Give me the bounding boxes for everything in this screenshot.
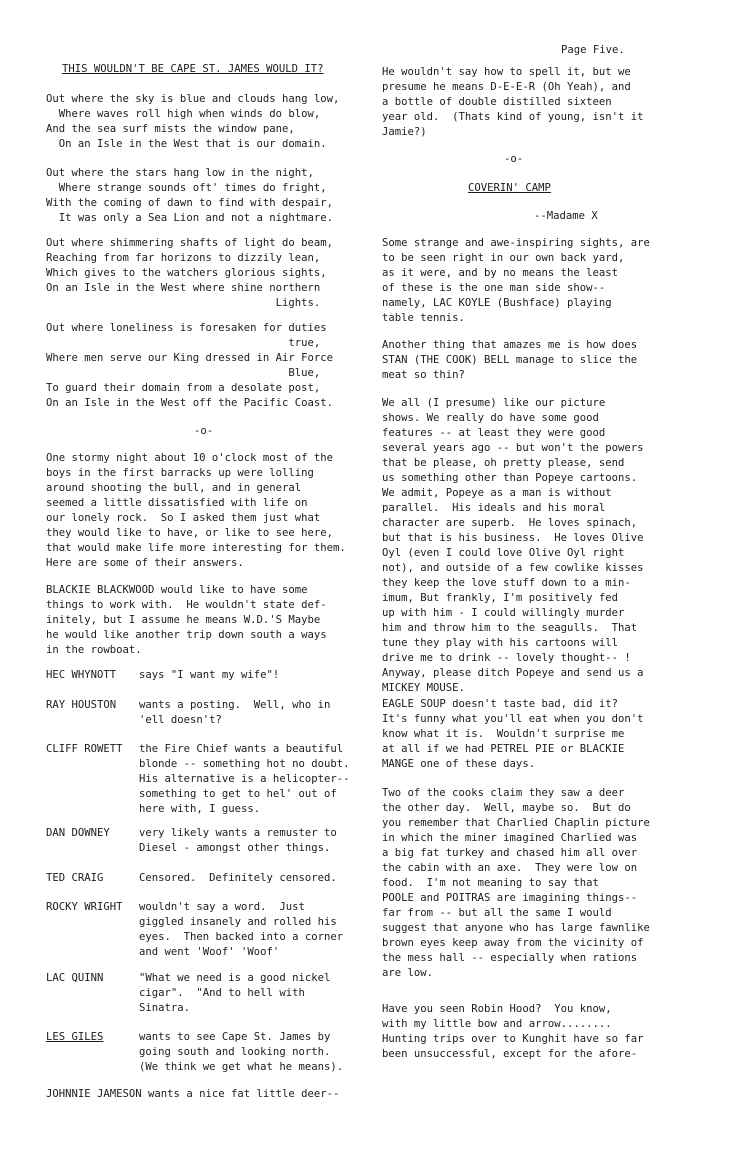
divider: -o- [504, 153, 524, 165]
paragraph: Some strange and awe-inspiring sights, are to be seen right in our own back yard, as it were, and by no means the least of these is the one man side show-- namely, LAC KOYLE (Bushface) playing table tennis. [382, 237, 650, 324]
johnnie-line: JOHNNIE JAMESON wants a nice fat little deer-- [46, 1088, 340, 1100]
paragraph: We all (I presume) like our picture shows. We really do have some good features -- at least they were good several years ago -- but won't the powers that be please, oh pretty please, send us something other than Popeye cartoons. We admit, Popeye as a man is without parallel. His ideals and his moral character are superb. He loves spinach, but that is his business. He loves Olive Oyl (even I could love Olive Oyl right not), and outside of a few cowlike kisses they keep the love stuff down to a min- imum, But frankly, I'm positively fed up with him - I could willingly murder him and throw him to the seagulls. That tune they play with his cartoons will drive me to drink -- lovely thought-- ! Anyway, please ditch Popeye and send us a MICKEY MOUSE. [382, 397, 644, 694]
poem-stanza-1: Out where the sky is blue and clouds hang low, Where waves roll high when winds do blow, And the sea surf mists the window pane, On an Isle in the West that is our domain. [46, 93, 340, 150]
poem-stanza-3: Out where shimmering shafts of light do beam, Reaching from far horizons to dizzily lean, Which gives to the watchers glorious sights, On an Isle in the West where shine northern Lights. [46, 237, 334, 309]
paragraph: Have you seen Robin Hood? You know, with my little bow and arrow........ [382, 1003, 612, 1030]
divider: -o- [194, 425, 214, 437]
section-title: COVERIN' CAMP [468, 182, 551, 194]
paragraph: Another thing that amazes me is how does STAN (THE COOK) BELL manage to slice the meat so thin? [382, 339, 638, 381]
paragraph: Hunting trips over to Kunghit have so far been unsuccessful, except for the afore- [382, 1033, 644, 1060]
poem-stanza-4: Out where loneliness is foresaken for duties true, Where men serve our King dressed in Air Force Blue, To guard their domain from a desolate post, On an Isle in the West off the Pacific Coast. [46, 322, 334, 409]
intro-paragraph: One stormy night about 10 o'clock most of the boys in the first barracks up were lolling around shooting the bull, and in general seemed a little dissatisfied with life on our lonely rock. So I asked them just what they would like to have, or like to see here, that would make life more interesting for them. Here are some of their answers. [46, 452, 346, 569]
byline: --Madame X [534, 210, 598, 222]
page-number: Page Five. [561, 44, 625, 56]
paragraph: EAGLE SOUP doesn't taste bad, did it? It's funny what you'll eat when you don't know what it is. Wouldn't surprise me at all if we had PETREL PIE or BLACKIE MANGE one of these days. [382, 698, 644, 770]
paragraph: Two of the cooks claim they saw a deer the other day. Well, maybe so. But do you remember that Charlied Chaplin picture in which the miner imagined Charlied was a big fat turkey and chased him all over the cabin with an axe. They were low on food. I'm not meaning to say that POOLE and POITRAS are imagining things-- far from -- but all the same I would suggest that anyone who has large fawnlike brown eyes keep away from the vicinity of the mess hall -- especially when rations are low. [382, 787, 650, 979]
poem-title: THIS WOULDN'T BE CAPE ST. JAMES WOULD IT? [62, 63, 324, 75]
blackie-paragraph: BLACKIE BLACKWOOD would like to have some things to work with. He wouldn't state def- initely, but I assume he means W.D.'S Maybe he would like another trip down south a ways in the rowboat. [46, 584, 327, 656]
poem-stanza-2: Out where the stars hang low in the night, Where strange sounds oft' times do fright, With the coming of dawn to find with despair, It was only a Sea Lion and not a nightmare. [46, 167, 334, 224]
continued-paragraph: He wouldn't say how to spell it, but we presume he means D-E-E-R (Oh Yeah), and a bottle of double distilled sixteen year old. (Thats kind of young, isn't it Jamie?) [382, 66, 644, 138]
